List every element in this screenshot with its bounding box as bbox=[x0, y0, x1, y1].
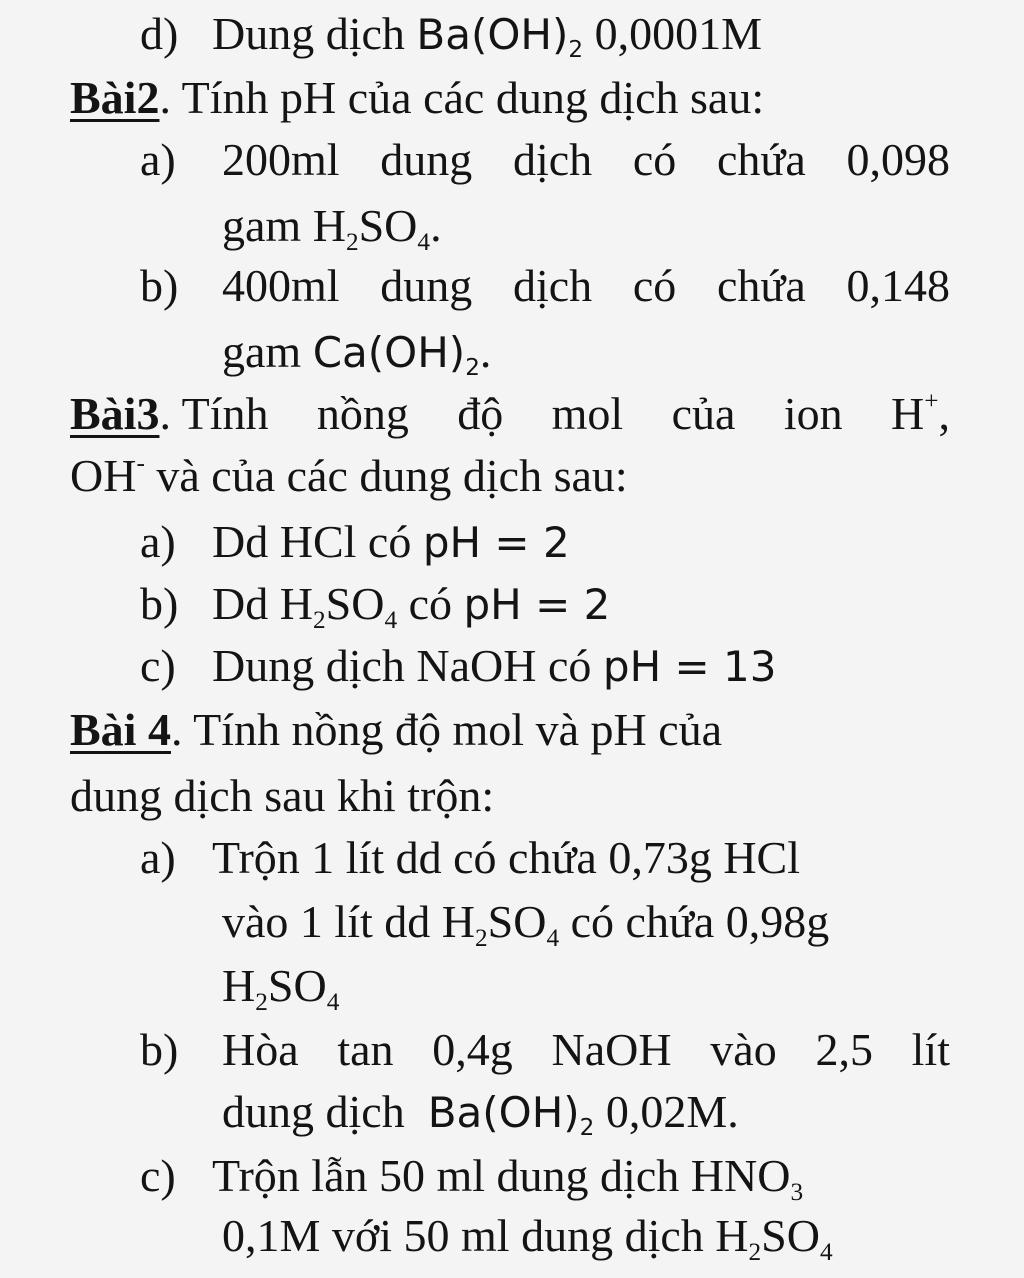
item-text: Trộn lẫn 50 ml dung dịch bbox=[212, 1150, 691, 1201]
formula-part: SO bbox=[487, 896, 547, 947]
formula-sub: 4 bbox=[819, 1237, 833, 1266]
item-text: Dd HCl có bbox=[212, 516, 423, 567]
ph-equation: pH = 13 bbox=[602, 642, 777, 691]
bai4-b-line2 bbox=[222, 1082, 739, 1143]
item-letter: a) bbox=[140, 832, 176, 883]
formula bbox=[312, 200, 431, 256]
formula bbox=[715, 1210, 833, 1266]
ion-symbol: OH bbox=[70, 450, 137, 501]
item-letter: d) bbox=[140, 8, 179, 59]
word: 2,5 bbox=[815, 1024, 873, 1075]
bai4-b-letter bbox=[140, 1020, 212, 1080]
bai4-a-line1 bbox=[140, 828, 800, 888]
word: vào bbox=[710, 1024, 777, 1075]
formula-part: Ca(OH) bbox=[312, 328, 466, 377]
bai4-a-line3 bbox=[222, 956, 339, 1016]
bai4-b-words bbox=[222, 1020, 950, 1080]
formula-sub: 4 bbox=[546, 923, 560, 952]
formula bbox=[279, 578, 398, 634]
period: . bbox=[430, 200, 442, 251]
ion-charge: + bbox=[924, 386, 939, 415]
word: tan bbox=[337, 1024, 394, 1075]
formula-part: Ba(OH) bbox=[427, 1088, 580, 1137]
word: của bbox=[671, 388, 736, 439]
bai3-heading: Bài3 bbox=[70, 388, 160, 439]
concentration: 0,0001M bbox=[583, 8, 762, 59]
item-d-line bbox=[140, 4, 762, 65]
item-letter: b) bbox=[140, 578, 179, 629]
bai2-b-words bbox=[222, 256, 950, 316]
word: 0,098 bbox=[846, 134, 950, 185]
word: có bbox=[632, 134, 677, 185]
ion-symbol: H bbox=[890, 388, 925, 439]
item-letter: b) bbox=[140, 260, 179, 311]
ion-charge: - bbox=[136, 448, 145, 477]
formula-part: SO bbox=[325, 578, 385, 629]
bai4-intro2: dung dịch sau khi trộn: bbox=[70, 770, 495, 821]
bai3-intro-rest: và của các dung dịch sau: bbox=[144, 450, 628, 501]
bai2-b-letter bbox=[140, 256, 212, 316]
bai2-b-line2 bbox=[222, 322, 491, 383]
formula bbox=[427, 1088, 595, 1142]
bai2-a-words bbox=[222, 130, 950, 190]
item-text: Dung dịch bbox=[212, 8, 405, 59]
word: dung bbox=[380, 134, 473, 185]
bai2-heading: Bài2 bbox=[70, 72, 160, 123]
bai4-heading-line bbox=[70, 700, 722, 760]
bai4-intro-line2 bbox=[70, 766, 494, 826]
word: chứa bbox=[717, 260, 806, 311]
word: mol bbox=[551, 388, 624, 439]
formula bbox=[312, 328, 480, 382]
word: 200ml bbox=[222, 134, 340, 185]
word: có bbox=[632, 260, 677, 311]
word: 0,4g bbox=[432, 1024, 513, 1075]
formula-part: H bbox=[441, 896, 475, 947]
item-text: 0,1M với 50 ml dung dịch bbox=[222, 1210, 716, 1261]
word: NaOH bbox=[551, 1024, 672, 1075]
bai4-intro: . Tính nồng độ mol và pH của bbox=[170, 704, 723, 755]
formula bbox=[416, 10, 584, 64]
word: độ bbox=[457, 388, 504, 439]
formula-sub: 2 bbox=[475, 923, 488, 952]
formula bbox=[222, 960, 340, 1016]
bai3-c-line bbox=[140, 636, 777, 697]
word: dịch bbox=[512, 134, 593, 185]
formula-part: H bbox=[715, 1210, 749, 1261]
formula-main: Ba(OH) bbox=[416, 10, 569, 59]
word: nồng bbox=[316, 388, 409, 439]
item-letter: a) bbox=[140, 134, 176, 185]
formula-sub: 2 bbox=[465, 355, 480, 382]
formula-sub: 2 bbox=[255, 987, 268, 1016]
formula-sub: 4 bbox=[384, 605, 398, 634]
comma: , bbox=[938, 388, 950, 439]
item-text: Dd bbox=[212, 578, 280, 629]
word: chứa bbox=[717, 134, 806, 185]
item-letter: c) bbox=[140, 640, 176, 691]
item-letter: c) bbox=[140, 1150, 176, 1201]
formula-sub: 2 bbox=[579, 1115, 595, 1142]
bai4-c-line2 bbox=[222, 1206, 833, 1266]
bai4-c-line1 bbox=[140, 1146, 803, 1206]
word: . Tính bbox=[159, 388, 269, 439]
formula-part: SO bbox=[358, 200, 418, 251]
formula-sub: 2 bbox=[345, 227, 359, 256]
word: dung bbox=[380, 260, 473, 311]
word: lít bbox=[911, 1024, 950, 1075]
bai3-heading-line bbox=[70, 384, 950, 444]
bai2-a-line1 bbox=[140, 130, 212, 190]
item-text: có chứa 0,98g bbox=[559, 896, 830, 947]
bai3-a-line bbox=[140, 512, 570, 573]
bai2-a-line2 bbox=[222, 196, 442, 256]
formula-sub: 3 bbox=[790, 1177, 804, 1206]
word: 0,148 bbox=[846, 260, 950, 311]
formula-part: SO bbox=[267, 960, 327, 1011]
bai3-b-line bbox=[140, 574, 610, 635]
formula bbox=[441, 896, 560, 952]
formula-part: SO bbox=[761, 1210, 820, 1261]
bai4-a-line2 bbox=[222, 892, 829, 952]
word: 400ml bbox=[222, 260, 340, 311]
item-text: Dung dịch NaOH có bbox=[212, 640, 603, 691]
item-text: vào 1 lít dd bbox=[222, 896, 442, 947]
formula-part: HNO bbox=[690, 1150, 791, 1201]
formula-part: H bbox=[279, 578, 313, 629]
ph-equation: pH = 2 bbox=[422, 518, 570, 567]
bai3-line2 bbox=[70, 446, 628, 506]
bai4-heading: Bài 4 bbox=[70, 704, 171, 755]
word: dịch bbox=[512, 260, 593, 311]
formula-sub: 2 bbox=[748, 1237, 762, 1266]
formula-part: H bbox=[222, 960, 256, 1011]
item-text: Trộn 1 lít dd có chứa 0,73g HCl bbox=[212, 832, 801, 883]
bai2-heading-line bbox=[70, 68, 764, 128]
ph-equation: pH = 2 bbox=[463, 580, 611, 629]
concentration: 0,02M. bbox=[594, 1086, 739, 1137]
word: ion bbox=[783, 388, 843, 439]
item-text: dung dịch bbox=[222, 1086, 428, 1137]
period: . bbox=[479, 326, 492, 377]
formula-sub: 2 bbox=[568, 37, 584, 64]
item-letter: a) bbox=[140, 516, 176, 567]
unit-word: gam bbox=[222, 200, 302, 251]
ion-h bbox=[891, 384, 950, 444]
formula bbox=[690, 1150, 804, 1206]
item-text: có bbox=[397, 578, 464, 629]
formula-part: H bbox=[312, 200, 346, 251]
word: Hòa bbox=[222, 1024, 299, 1075]
formula-sub: 2 bbox=[312, 605, 326, 634]
unit-word: gam bbox=[222, 326, 302, 377]
formula-sub: 4 bbox=[417, 227, 431, 256]
item-letter: b) bbox=[140, 1024, 179, 1075]
formula-sub: 4 bbox=[326, 987, 340, 1016]
bai2-intro: . Tính pH của các dung dịch sau: bbox=[159, 72, 765, 123]
